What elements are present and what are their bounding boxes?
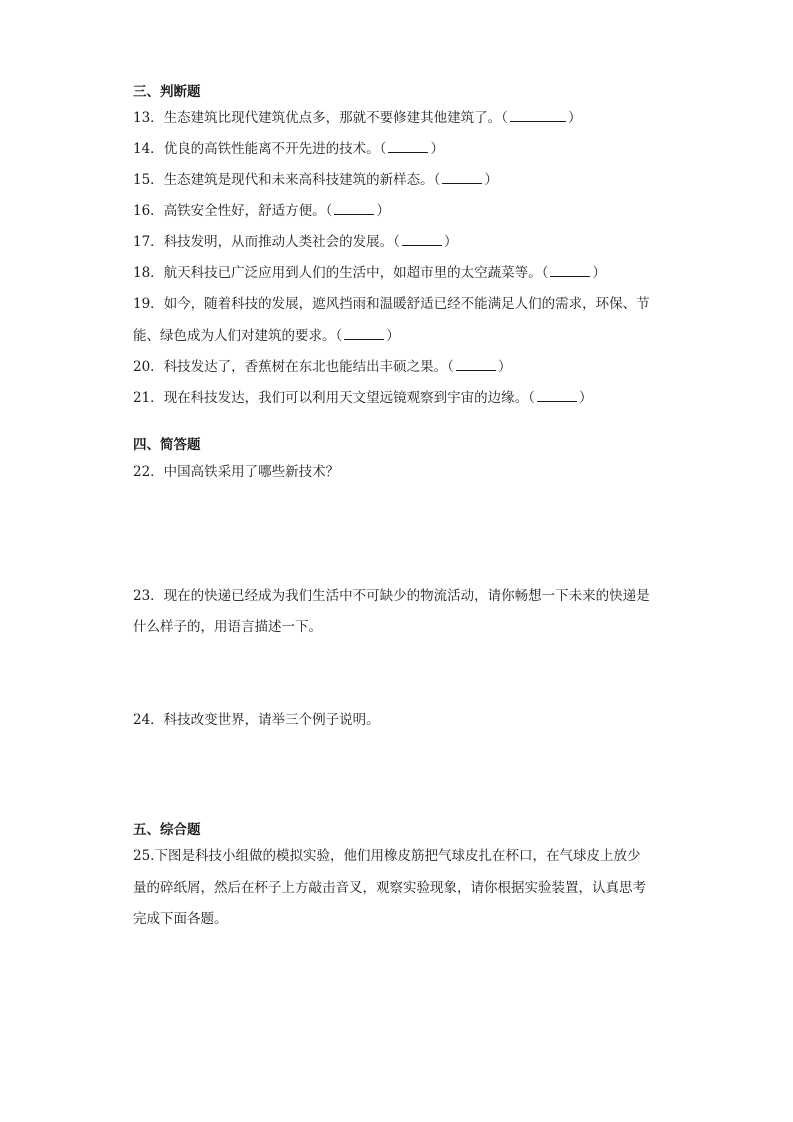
answer-blank[interactable] [442, 169, 482, 184]
question-text: 如今，随着科技的发展，遮风挡雨和温暖舒适已经不能满足人们的需求，环保、节 [163, 296, 650, 312]
question-number: 21． [133, 390, 164, 406]
question-text: 高铁安全性好，舒适方便。（ [163, 203, 333, 219]
question-19-continued [133, 325, 400, 346]
question-number: 16． [133, 203, 164, 219]
question-16 [133, 200, 390, 221]
answer-blank[interactable] [537, 387, 577, 402]
question-number: 20． [133, 359, 164, 375]
question-18 [133, 262, 606, 283]
question-close: ） [484, 172, 498, 188]
answer-blank[interactable] [402, 231, 442, 246]
question-close: ） [430, 141, 444, 157]
short-answer-section-title: 四、简答题 [133, 437, 201, 453]
question-19 [133, 294, 650, 314]
question-text: 生态建筑是现代和未来高科技建筑的新样态。（ [163, 172, 441, 188]
question-text: 能、绿色成为人们对建筑的要求。（ [133, 328, 343, 344]
question-number: 18． [133, 265, 164, 281]
question-close: ） [578, 390, 593, 406]
question-23-line-2: 什么样子的，用语言描述一下。 [133, 619, 322, 635]
question-close: ） [386, 328, 400, 344]
question-text: 生态建筑比现代建筑优点多，那就不要修建其他建筑了。（ [163, 110, 508, 126]
question-close: ） [376, 203, 390, 219]
question-text: 航天科技已广泛应用到人们的生活中，如超市里的太空蔬菜等。（ [163, 265, 549, 281]
question-14 [133, 138, 444, 159]
question-text: 科技发达了，香蕉树在东北也能结出丰硕之果。（ [163, 359, 454, 375]
question-number: 15． [133, 172, 164, 188]
answer-blank[interactable] [456, 356, 496, 371]
question-text: 科技发明，从而推动人类社会的发展。（ [163, 234, 400, 250]
comprehensive-section-title: 五、综合题 [133, 822, 201, 838]
question-13 [133, 107, 581, 128]
answer-blank[interactable] [334, 200, 374, 215]
answer-blank[interactable] [510, 107, 566, 122]
answer-blank[interactable] [388, 138, 428, 153]
question-22: 22．中国高铁采用了哪些新技术？ [133, 464, 340, 480]
question-24: 24．科技改变世界，请举三个例子说明。 [133, 712, 380, 728]
question-close: ） [592, 265, 606, 281]
question-number: 13． [133, 110, 164, 126]
question-25-line-1: 25.下图是科技小组做的模拟实验，他们用橡皮筋把气球皮扎在杯口，在气球皮上放少 [133, 848, 641, 864]
question-text: 优良的高铁性能离不开先进的技术。（ [163, 141, 387, 157]
question-text: 现在科技发达，我们可以利用天文望远镜观察到宇宙的边缘。（ [163, 390, 535, 406]
question-15 [133, 169, 498, 190]
question-25-line-3: 完成下面各题。 [133, 911, 228, 927]
question-20 [133, 356, 511, 377]
question-17 [133, 231, 457, 252]
question-number: 14． [133, 141, 164, 157]
answer-blank[interactable] [550, 262, 590, 277]
question-23-line-1: 23．现在的快递已经成为我们生活中不可缺少的物流活动，请你畅想一下未来的快递是 [133, 588, 650, 604]
judge-section-title: 三、判断题 [133, 84, 201, 100]
question-close: ） [497, 359, 512, 375]
question-25-line-2: 量的碎纸屑，然后在杯子上方敲击音叉，观察实验现象，请你根据实验装置，认真思考 [133, 880, 646, 896]
question-number: 17． [133, 234, 164, 250]
question-number: 19． [133, 296, 164, 312]
question-close: ） [567, 110, 582, 126]
question-21 [133, 387, 592, 408]
answer-blank[interactable] [344, 325, 384, 340]
question-close: ） [443, 234, 458, 250]
